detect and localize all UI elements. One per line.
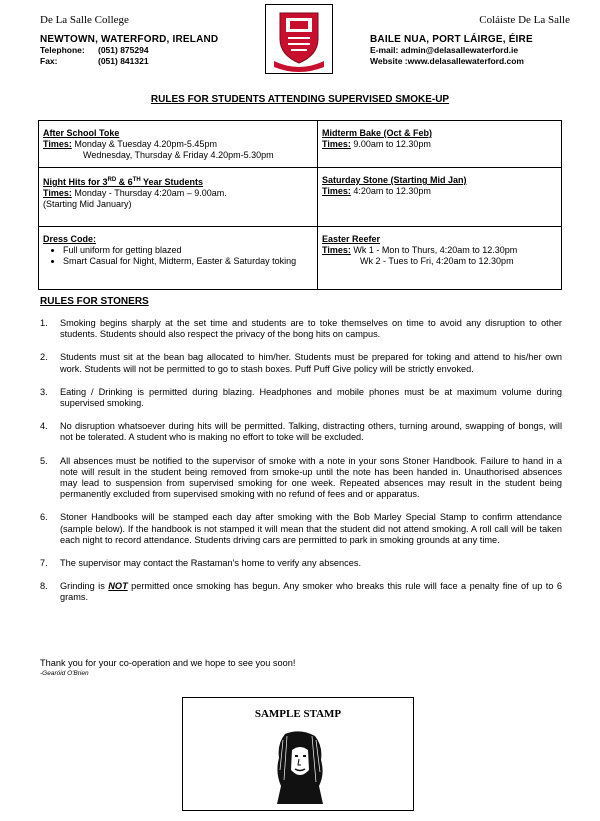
midterm-times xyxy=(322,139,557,150)
dress-code-cell xyxy=(39,227,318,290)
list-item: 4. No disruption whatsoever during hits will be permitted. Talking, distracting others, turning around, swapping of bongs, will not be tolerated. A student who is making no effort to toke will be excluded. xyxy=(40,421,562,443)
list-item: 1. Smoking begins sharply at the set time and students are to toke themselves on time to avoid any disruption to other students. Students should also respect the privacy of the bong hits on campus. xyxy=(40,318,562,340)
document-title: RULES FOR STUDENTS ATTENDING SUPERVISED SMOKE-UP xyxy=(150,94,450,105)
header-right xyxy=(370,14,570,67)
address-english: NEWTOWN, WATERFORD, IRELAND xyxy=(40,34,219,45)
list-item: 2. Students must sit at the bean bag allocated to him/her. Students must be prepared for toking and attend to his/her own work. Students will not be permitted to go to stash boxes. Puff Puff Give policy will be strictly envoked. xyxy=(40,352,562,374)
telephone-line xyxy=(40,45,260,56)
saturday-line1: 4:20am to 12.30pm xyxy=(350,186,431,196)
schedule-row xyxy=(39,121,562,168)
saturday-cell xyxy=(318,168,562,227)
midterm-title: Midterm Bake (Oct & Feb) xyxy=(322,128,433,138)
times-label: Times: xyxy=(322,245,351,255)
header-left xyxy=(40,14,260,67)
stamp-title: SAMPLE STAMP xyxy=(254,708,342,720)
schedule-row xyxy=(39,168,562,227)
rules-heading: RULES FOR STONERS xyxy=(40,296,149,307)
address-irish: BAILE NUA, PORT LÁIRGE, ÉIRE xyxy=(370,34,533,45)
saturday-times xyxy=(322,186,557,197)
list-item: 3. Eating / Drinking is permitted during blazing. Headphones and mobile phones must be at maximum volume during supervised smoking. xyxy=(40,386,562,409)
after-school-line1: Monday & Tuesday 4.20pm-5.45pm xyxy=(71,139,217,149)
email-line: E-mail: admin@delasallewaterford.ie xyxy=(370,45,519,55)
after-school-cell xyxy=(39,121,318,168)
website-line: Website :www.delasallewaterford.com xyxy=(370,56,524,66)
saturday-title: Saturday Stone (Starting Mid Jan) xyxy=(322,175,467,185)
dress-code-title: Dress Code: xyxy=(43,234,97,244)
night-hits-title: Night Hits for 3RD & 6TH Year Students xyxy=(43,177,204,187)
midterm-cell xyxy=(318,121,562,168)
times-label: Times: xyxy=(43,139,72,149)
crest-icon xyxy=(266,5,332,73)
bob-marley-portrait-icon xyxy=(275,730,325,804)
schedule-table xyxy=(38,120,562,290)
night-hits-times xyxy=(43,188,313,199)
telephone-label: Telephone: xyxy=(40,45,85,55)
rules-list xyxy=(40,318,562,616)
easter-cell xyxy=(318,227,562,290)
college-crest-logo xyxy=(265,4,333,74)
times-label: Times: xyxy=(322,139,351,149)
fax-number: (051) 841321 xyxy=(98,56,149,66)
list-item: 6. Stoner Handbooks will be stamped each day after smoking with the Bob Marley Special Stamp to confirm attendance (sample below). If the handbook is not stamped it will mean that the student did not attend smoking. A roll call will be taken each night to record attendance. Students driving cars are permitted to park in smoking grounds at any time. xyxy=(40,512,562,545)
easter-line1: Wk 1 - Mon to Thurs, 4:20am to 12.30pm xyxy=(350,245,518,255)
easter-line2: Wk 2 - Tues to Fri, 4:20am to 12.30pm xyxy=(360,256,514,266)
college-name-english: De La Salle College xyxy=(40,14,129,26)
night-hits-line1: Monday - Thursday 4:20am – 9.00am. xyxy=(71,188,227,198)
after-school-title: After School Toke xyxy=(43,128,120,138)
signature: -Gearóid O'Brien xyxy=(40,670,89,677)
after-school-times xyxy=(43,139,313,150)
fax-label: Fax: xyxy=(40,56,58,66)
list-item: 7. The supervisor may contact the Rastaman's home to verify any absences. xyxy=(40,558,361,569)
sample-stamp-box xyxy=(182,697,414,811)
easter-times xyxy=(322,245,557,256)
closing-text: Thank you for your co-operation and we hope to see you soon! xyxy=(40,658,296,668)
schedule-row xyxy=(39,227,562,290)
fax-line xyxy=(40,56,260,67)
list-item: • Full uniform for getting blazed xyxy=(63,245,313,256)
list-item: 5. All absences must be notified to the supervisor of smoke with a note in your sons Stoner Handbook. Failure to hand in a note will result in the student being removed from smoke-up until the note has been handed in. Unauthorised absences may lead to suspension from supervised smoking for one week. Repeated absences may result in the student being permanently excluded from supervised smoking with no refund of fees and or apparatus. xyxy=(40,455,562,500)
times-label: Times: xyxy=(322,186,351,196)
list-item: 8. Grinding is NOT permitted once smoking has begun. Any smoker who breaks this rule will face a penalty fine of up to 6 grams. xyxy=(40,581,562,603)
night-hits-line2: (Starting Mid January) xyxy=(43,199,132,209)
night-hits-cell xyxy=(39,168,318,227)
dress-code-list xyxy=(43,245,313,267)
not-emphasis: NOT xyxy=(108,581,128,592)
after-school-line2: Wednesday, Thursday & Friday 4.20pm-5.30pm xyxy=(83,150,274,160)
times-label: Times: xyxy=(43,188,72,198)
list-item: • Smart Casual for Night, Midterm, Easter & Saturday toking xyxy=(63,256,313,267)
college-name-irish: Coláiste De La Salle xyxy=(479,14,570,26)
easter-title: Easter Reefer xyxy=(322,234,381,244)
telephone-number: (051) 875294 xyxy=(98,45,149,55)
midterm-line1: 9.00am to 12.30pm xyxy=(350,139,431,149)
